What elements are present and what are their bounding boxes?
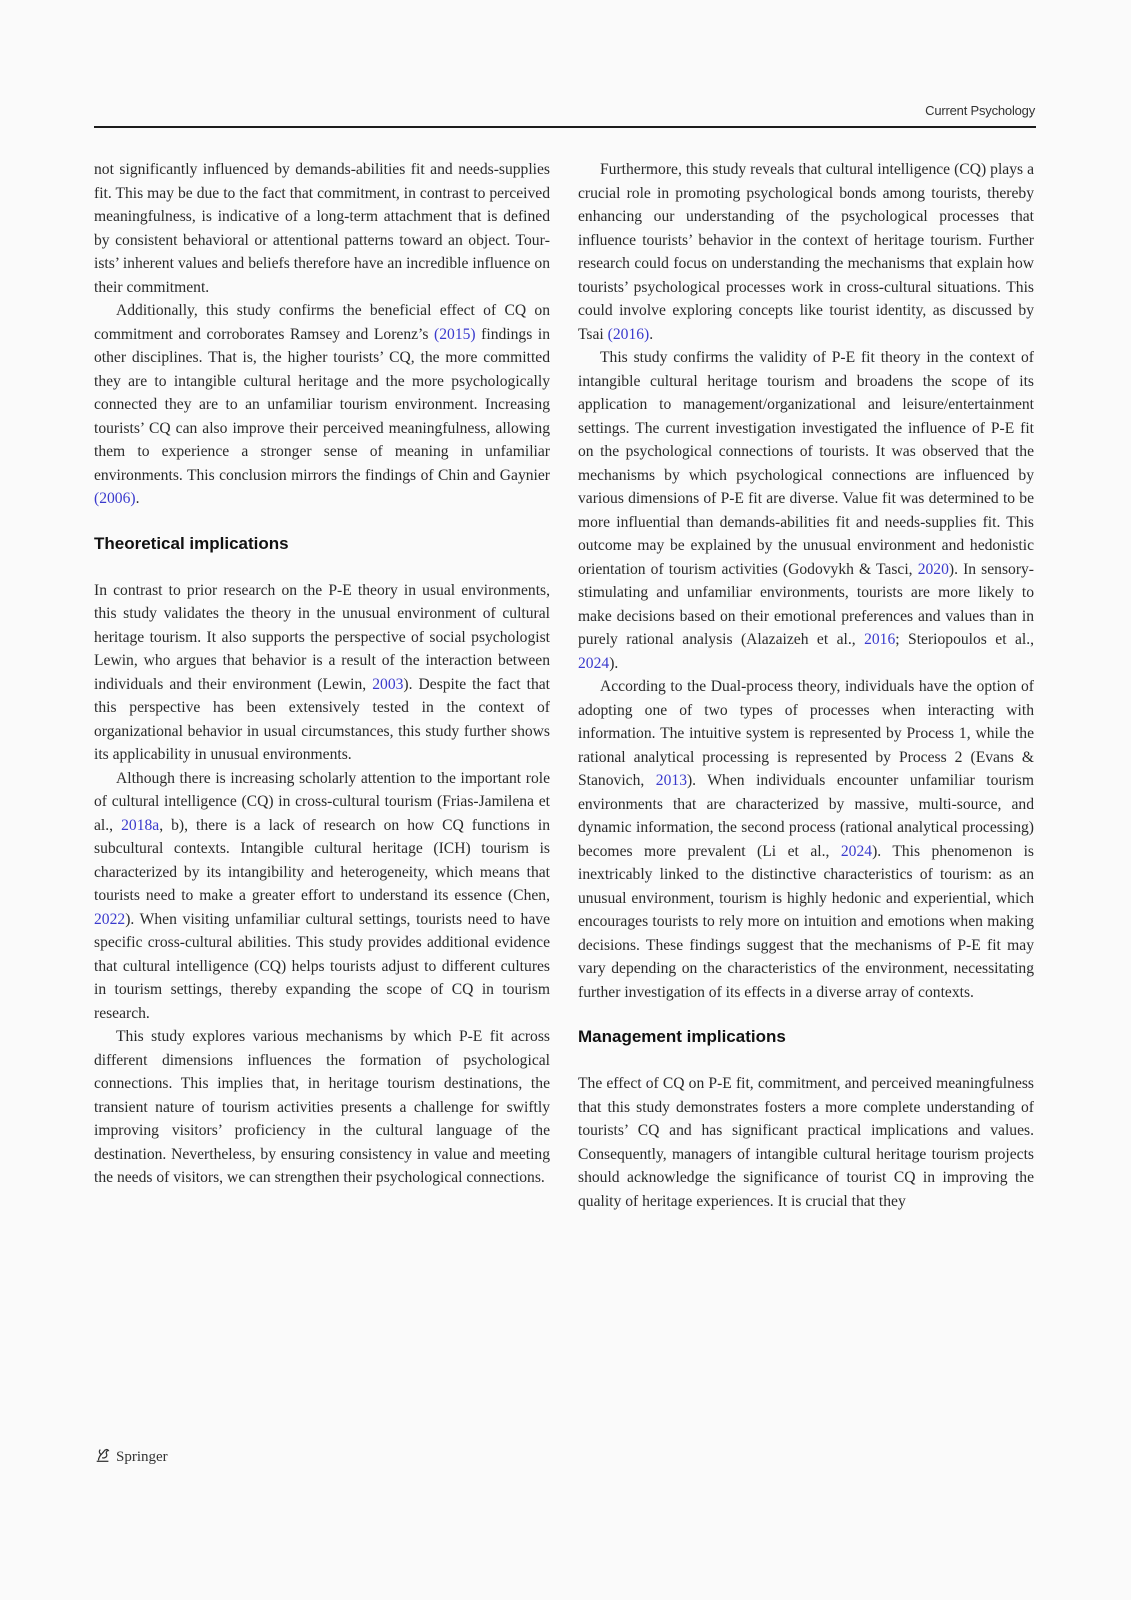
right-column [578, 158, 1034, 1213]
left-column [94, 158, 550, 1190]
text-run: In contrast to prior research on the P-E theory in usual environments, this study validates the theory in the unusual environment of cultural heritage tourism. It also supports the perspective of social psychologist Lewin, who argues that behavior is a result of the interaction between individuals and their environment (Lewin, [94, 581, 550, 693]
citation-link[interactable]: (2015) [434, 325, 476, 343]
citation-link[interactable]: 2016 [864, 631, 896, 648]
publisher-name: Springer [116, 1449, 168, 1465]
text-run: . [649, 325, 654, 343]
text-run: Furthermore, this study reveals that cultural intelligence (CQ) plays a crucial role in promoting psychological bonds among tourists, thereby enhancing our understanding of the psychological processes that influence tourists’ behavior in the context of heritage tourism. Further research could focus on understanding the mechanisms that explain how tourists’ psychological processes work in cross-cultural situations. This could involve exploring concepts like tourist identity, as discussed by Tsai [578, 161, 1034, 343]
citation-link[interactable]: 2024 [840, 842, 873, 860]
header-rule [94, 126, 1036, 128]
text-run: ; Steriopoulos et al., [895, 631, 1035, 648]
citation-link[interactable]: 2018a [121, 816, 160, 834]
text-run: ). In sensory-stimulating and unfamiliar environments, tourists are more likely to make decisions based on their emotional preferences and values than in purely rational analysis (Alazaizeh et al., [578, 560, 1035, 648]
paragraph [578, 675, 1034, 1004]
paragraph [578, 158, 1034, 346]
paragraph [94, 767, 550, 1026]
paragraph [578, 346, 1034, 675]
text-run: ). When individuals encounter unfamiliar tourism environments that are characterized by massive, multi-source, and dynamic information, the second process (rational analytical processing) becomes more prevalent (Li et al., [578, 772, 1034, 860]
text-run: ). Despite the fact that this perspective has been extensively tested in the context of organizational behavior in usual circumstances, this study further shows its applicability in unusual environments. [94, 675, 550, 763]
citation-link[interactable]: 2020 [917, 560, 949, 578]
text-run: . [135, 490, 140, 507]
paragraph: This study explores various mechanisms by which P-E fit across different dimensions influences the formation of psychological connections. This implies that, in heritage tourism destinations, the transient nature of tourism activities presents a challenge for swiftly improving visitors’ proficiency in the cultural language of the destination. Nevertheless, by ensuring consistency in value and meeting the needs of visitors, we can strengthen their psychological connections. [94, 1028, 550, 1186]
text-run: ). This phenomenon is inextricably linked to the distinctive characteristics of tourism: as an unusual environment, tourism is highly hedonic and experiential, which encourages tourists to rely more on intuition and emotions when making decisions. These findings suggest that the mechanisms of P-E fit may vary depending on the characteristics of the environment, necessitating further investigation of its effects in a diverse array of contexts. [578, 842, 1034, 1001]
text-run: ). [609, 654, 619, 672]
section-heading-theoretical-implications: Theoretical implications [94, 533, 289, 553]
paragraph [94, 579, 550, 767]
paragraph: The effect of CQ on P-E fit, commitment, and perceived meaningfulness that this study demonstrates fosters a more complete understanding of tourists’ CQ and has significant practical implications and values. Consequently, managers of intangible cultural heritage tourism projects should acknowledge the significance of tourist CQ in improving the quality of heritage experiences. It is crucial that they [578, 1075, 1034, 1210]
citation-link[interactable]: 2024 [578, 654, 610, 672]
text-run: ). When visiting unfamiliar cultural settings, tourists need to have specific cross-cultural abilities. This study provides additional evidence that cultural intelligence (CQ) helps tourists adjust to different cultures in tourism settings, thereby expanding the scope of CQ in tourism research. [94, 910, 550, 1022]
paragraph [94, 299, 550, 511]
text-run: Although there is increasing scholarly attention to the important role of cultural intelligence (CQ) in cross-cultural tourism (Frias-Jamilena et al., [94, 769, 550, 834]
paragraph: not significantly influenced by demands-abilities fit and needs-supplies fit. This may be due to the fact that commitment, in contrast to perceived meaningfulness, is indicative of a long-term attachment that is defined by consistent behavioral or attentional patterns toward an object. Tourists’ inherent values and beliefs therefore have an incredible influence on their commitment. [94, 161, 550, 296]
springer-horse-icon [94, 1446, 112, 1469]
citation-link[interactable]: 2022 [94, 910, 126, 928]
citation-link[interactable]: 2013 [655, 772, 687, 789]
citation-link[interactable]: (2006) [94, 490, 136, 507]
section-heading-management-implications: Management implications [578, 1027, 786, 1046]
publisher-footer [94, 1446, 168, 1469]
text-run: Additionally, this study confirms the beneficial effect of CQ on commitment and corroborates Ramsey and Lorenz’s [94, 302, 550, 343]
journal-running-head: Current Psychology [925, 103, 1035, 118]
citation-link[interactable]: (2016) [607, 325, 650, 343]
citation-link[interactable]: 2003 [372, 675, 404, 693]
text-run: findings in other disciplines. That is, the higher tourists’ CQ, the more committed they are to intangible cultural heritage and the more psychologically connected they are to an unfamiliar tourism environment. Increasing tourists’ CQ can also improve their perceived meaningfulness, allowing them to experience a stronger sense of meaning in unfamiliar environments. This conclusion mirrors the findings of Chin and Gaynier [94, 325, 551, 484]
text-run: According to the Dual-process theory, individuals have the option of adopting one of two types of processes when interacting with information. The intuitive system is represented by Process 1, while the rational analytical processing is represented by Process 2 (Evans & Stanovich, [578, 678, 1034, 789]
text-run: This study confirms the validity of P-E fit theory in the context of intangible cultural heritage tourism and broadens the scope of its application to management/organizational and leisure/entertainment settings. The current investigation investigated the influence of P-E fit on the psychological connections of tourists. It was observed that the mechanisms by which psychological connections are influenced by various dimensions of P-E fit are diverse. Value fit was determined to be more influential than demands-abilities fit and needs-supplies fit. This outcome may be explained by the unusual environment and hedonistic orientation of tourism activities (Godovykh & Tasci, [578, 349, 1034, 578]
text-run: , b), there is a lack of research on how CQ functions in subcultural contexts. Intangible cultural heritage (ICH) tourism is characterized by its intangibility and heterogeneity, which means that tourists need to make a greater effort to understand its essence (Chen, [94, 816, 551, 904]
